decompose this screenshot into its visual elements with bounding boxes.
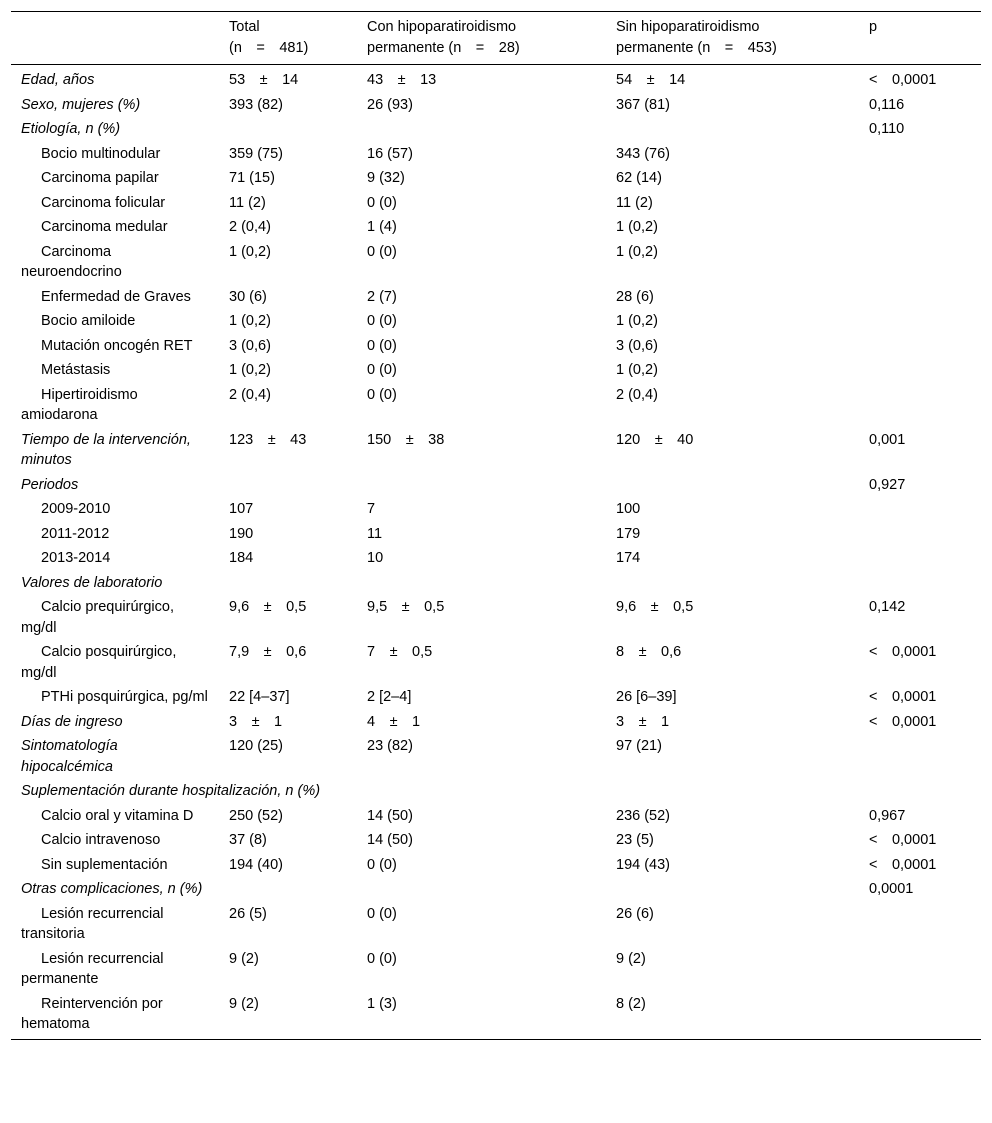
header-row bbox=[11, 12, 981, 65]
total-cell: 9,6 ± 0,5 bbox=[229, 599, 307, 615]
row-label: Carcinoma neuroendocrino bbox=[21, 243, 122, 280]
total-cell: 190 bbox=[229, 525, 254, 542]
total-cell: 194 (40) bbox=[229, 856, 284, 873]
row-label: Metástasis bbox=[41, 362, 111, 378]
row-label: Tiempo de la intervención, minutos bbox=[21, 431, 195, 468]
with-hypopara-cell: 0 (0) bbox=[367, 337, 397, 354]
without-hypopara-cell: 2 (0,4) bbox=[616, 386, 658, 403]
p-value-cell: 0,967 bbox=[869, 807, 906, 824]
table-row bbox=[11, 497, 981, 522]
total-cell: 2 (0,4) bbox=[229, 219, 271, 235]
row-label: Calcio intravenoso bbox=[41, 832, 161, 848]
with-hypopara-cell: 10 bbox=[367, 550, 384, 566]
without-hypopara-cell bbox=[606, 473, 859, 498]
table-row bbox=[11, 779, 981, 804]
without-hypopara-cell: 343 (76) bbox=[616, 145, 671, 162]
with-hypopara-cell: 0 (0) bbox=[367, 313, 397, 329]
total-cell bbox=[219, 473, 357, 498]
total-cell: 393 (82) bbox=[229, 96, 284, 113]
table-row bbox=[11, 285, 981, 310]
total-cell: 7,9 ± 0,6 bbox=[229, 644, 307, 660]
table-row bbox=[11, 571, 981, 596]
with-hypopara-cell: 4 ± 1 bbox=[367, 713, 421, 730]
without-hypopara-cell: 26 (6) bbox=[616, 905, 654, 922]
row-label: Bocio multinodular bbox=[41, 145, 161, 162]
with-hypopara-cell: 0 (0) bbox=[367, 856, 397, 873]
with-hypopara-cell: 9,5 ± 0,5 bbox=[367, 599, 445, 615]
header-p-value: p bbox=[859, 12, 981, 65]
table-row bbox=[11, 334, 981, 359]
total-cell: 9 (2) bbox=[229, 995, 259, 1012]
row-label: Calcio oral y vitamina D bbox=[41, 807, 194, 824]
total-cell: 9 (2) bbox=[229, 950, 259, 967]
p-value-cell bbox=[859, 309, 981, 334]
without-hypopara-cell: 23 (5) bbox=[616, 832, 654, 848]
table-row bbox=[11, 877, 981, 902]
total-cell: 2 (0,4) bbox=[229, 386, 271, 403]
total-cell: 22 [4–37] bbox=[229, 689, 290, 705]
p-value-cell: 0,142 bbox=[869, 599, 906, 615]
without-hypopara-cell: 367 (81) bbox=[616, 96, 671, 113]
without-hypopara-cell: 26 [6–39] bbox=[616, 689, 677, 705]
p-value-cell: < 0,0001 bbox=[869, 689, 937, 705]
total-cell bbox=[219, 117, 357, 142]
p-value-cell bbox=[859, 497, 981, 522]
row-label: Carcinoma medular bbox=[41, 219, 168, 235]
without-hypopara-cell bbox=[606, 877, 859, 902]
p-value-cell: 0,0001 bbox=[869, 881, 914, 897]
without-hypopara-cell: 179 bbox=[616, 525, 641, 542]
with-hypopara-cell: 14 (50) bbox=[367, 807, 413, 824]
without-hypopara-cell: 100 bbox=[616, 501, 641, 517]
section-label: Suplementación durante hospitalización, n (%) bbox=[21, 783, 321, 799]
with-hypopara-cell: 7 bbox=[367, 501, 376, 517]
section-label: Valores de laboratorio bbox=[21, 574, 163, 591]
row-label: Carcinoma folicular bbox=[41, 194, 166, 211]
row-label: Hipertiroidismo amiodarona bbox=[21, 386, 142, 423]
with-hypopara-cell: 9 (32) bbox=[367, 170, 405, 186]
without-hypopara-cell: 3 (0,6) bbox=[616, 337, 658, 354]
table-row bbox=[11, 685, 981, 710]
total-cell: 250 (52) bbox=[229, 807, 284, 824]
without-hypopara-cell: 194 (43) bbox=[616, 856, 671, 873]
without-hypopara-cell: 54 ± 14 bbox=[616, 72, 686, 88]
table-row bbox=[11, 522, 981, 547]
row-label: 2013-2014 bbox=[41, 550, 111, 566]
table-row bbox=[11, 853, 981, 878]
row-label: Días de ingreso bbox=[21, 713, 123, 730]
table-row bbox=[11, 734, 981, 779]
p-value-cell bbox=[859, 166, 981, 191]
row-label: 2009-2010 bbox=[41, 501, 111, 517]
p-value-cell: 0,110 bbox=[869, 121, 905, 137]
table-header bbox=[11, 12, 981, 65]
p-value-cell: < 0,0001 bbox=[869, 856, 937, 873]
with-hypopara-cell: 0 (0) bbox=[367, 243, 397, 260]
row-label: Carcinoma papilar bbox=[41, 170, 159, 186]
p-value-cell bbox=[859, 522, 981, 547]
with-hypopara-cell: 0 (0) bbox=[367, 386, 397, 403]
row-label: PTHi posquirúrgica, pg/ml bbox=[41, 689, 208, 705]
p-value-cell bbox=[859, 383, 981, 428]
without-hypopara-cell: 62 (14) bbox=[616, 170, 662, 186]
total-cell: 71 (15) bbox=[229, 170, 275, 186]
total-cell: 1 (0,2) bbox=[229, 362, 271, 378]
without-hypopara-cell: 9,6 ± 0,5 bbox=[616, 599, 694, 615]
row-label: Calcio posquirúrgico, mg/dl bbox=[21, 644, 181, 681]
without-hypopara-cell: 9 (2) bbox=[616, 950, 646, 967]
total-cell: 11 (2) bbox=[229, 194, 266, 211]
table-row bbox=[11, 191, 981, 216]
p-value-cell: 0,116 bbox=[869, 96, 905, 113]
with-hypopara-cell: 1 (3) bbox=[367, 995, 397, 1012]
with-hypopara-cell: 2 [2–4] bbox=[367, 689, 412, 705]
with-hypopara-cell: 43 ± 13 bbox=[367, 72, 437, 88]
without-hypopara-cell: 1 (0,2) bbox=[616, 362, 658, 378]
table-row bbox=[11, 804, 981, 829]
total-cell: 37 (8) bbox=[229, 832, 267, 848]
table-body bbox=[11, 65, 981, 1040]
with-hypopara-cell: 0 (0) bbox=[367, 905, 397, 922]
row-label: 2011-2012 bbox=[41, 525, 110, 542]
total-cell: 1 (0,2) bbox=[229, 313, 271, 329]
with-hypopara-cell: 16 (57) bbox=[367, 145, 413, 162]
row-label: Edad, años bbox=[21, 72, 95, 88]
total-cell: 3 (0,6) bbox=[229, 337, 271, 354]
table-row bbox=[11, 65, 981, 93]
with-hypopara-cell: 1 (4) bbox=[367, 219, 397, 235]
header-with-hypoparathyroidism: Con hipoparatiroidismo permanente (n = 28) bbox=[357, 12, 606, 65]
comparison-table bbox=[11, 11, 981, 1040]
table-row bbox=[11, 358, 981, 383]
with-hypopara-cell bbox=[357, 473, 606, 498]
total-cell: 26 (5) bbox=[229, 905, 267, 922]
table-row bbox=[11, 309, 981, 334]
row-label: Calcio prequirúrgico, mg/dl bbox=[21, 599, 179, 636]
p-value-cell bbox=[859, 947, 981, 992]
total-cell: 120 (25) bbox=[229, 738, 284, 754]
table-row bbox=[11, 710, 981, 735]
table-row bbox=[11, 473, 981, 498]
with-hypopara-cell bbox=[357, 877, 606, 902]
p-value-cell bbox=[859, 734, 981, 779]
without-hypopara-cell: 1 (0,2) bbox=[616, 219, 658, 235]
row-label: Lesión recurrencial permanente bbox=[21, 950, 168, 987]
p-value-cell bbox=[859, 240, 981, 285]
table-row bbox=[11, 595, 981, 640]
table-row bbox=[11, 947, 981, 992]
table-row bbox=[11, 215, 981, 240]
table-row bbox=[11, 93, 981, 118]
table-row bbox=[11, 142, 981, 167]
total-cell: 3 ± 1 bbox=[229, 713, 283, 730]
table-row bbox=[11, 240, 981, 285]
with-hypopara-cell: 23 (82) bbox=[367, 738, 413, 754]
with-hypopara-cell: 11 bbox=[367, 525, 383, 542]
p-value-cell: < 0,0001 bbox=[869, 72, 937, 88]
row-label: Etiología, n (%) bbox=[21, 121, 121, 137]
with-hypopara-cell: 150 ± 38 bbox=[367, 431, 445, 448]
row-label: Otras complicaciones, n (%) bbox=[21, 881, 203, 897]
p-value-cell: < 0,0001 bbox=[869, 713, 937, 730]
table-row bbox=[11, 640, 981, 685]
without-hypopara-cell: 1 (0,2) bbox=[616, 313, 658, 329]
with-hypopara-cell: 14 (50) bbox=[367, 832, 413, 848]
p-value-cell: < 0,0001 bbox=[869, 832, 937, 848]
p-value-cell: 0,001 bbox=[869, 431, 906, 448]
total-cell: 123 ± 43 bbox=[229, 431, 307, 448]
row-label: Enfermedad de Graves bbox=[41, 288, 191, 305]
total-cell: 30 (6) bbox=[229, 288, 267, 305]
p-value-cell bbox=[859, 992, 981, 1040]
header-variable bbox=[11, 12, 219, 65]
without-hypopara-cell: 8 ± 0,6 bbox=[616, 644, 682, 660]
row-label: Periodos bbox=[21, 476, 79, 493]
p-value-cell bbox=[859, 215, 981, 240]
without-hypopara-cell: 236 (52) bbox=[616, 807, 671, 824]
table-row bbox=[11, 428, 981, 473]
without-hypopara-cell: 1 (0,2) bbox=[616, 243, 658, 260]
with-hypopara-cell: 0 (0) bbox=[367, 194, 397, 211]
header-without-hypoparathyroidism: Sin hipoparatiroidismo permanente (n = 453) bbox=[606, 12, 859, 65]
table-row bbox=[11, 546, 981, 571]
table-row bbox=[11, 117, 981, 142]
without-hypopara-cell: 3 ± 1 bbox=[616, 713, 670, 730]
p-value-cell bbox=[859, 191, 981, 216]
total-cell: 1 (0,2) bbox=[229, 243, 271, 260]
p-value-cell bbox=[859, 546, 981, 571]
row-label: Mutación oncogén RET bbox=[41, 337, 193, 354]
without-hypopara-cell: 11 (2) bbox=[616, 194, 653, 211]
without-hypopara-cell: 120 ± 40 bbox=[616, 431, 694, 448]
with-hypopara-cell: 2 (7) bbox=[367, 288, 397, 305]
p-value-cell: 0,927 bbox=[869, 476, 906, 493]
table-row bbox=[11, 166, 981, 191]
row-label: Sintomatología hipocalcémica bbox=[21, 738, 122, 775]
with-hypopara-cell: 0 (0) bbox=[367, 950, 397, 967]
total-cell bbox=[219, 877, 357, 902]
header-total: Total (n = 481) bbox=[219, 12, 357, 65]
table-row bbox=[11, 828, 981, 853]
total-cell: 359 (75) bbox=[229, 145, 284, 162]
without-hypopara-cell: 28 (6) bbox=[616, 288, 654, 305]
p-value-cell bbox=[859, 358, 981, 383]
total-cell: 53 ± 14 bbox=[229, 72, 299, 88]
with-hypopara-cell: 26 (93) bbox=[367, 96, 413, 113]
total-cell: 184 bbox=[229, 550, 254, 566]
without-hypopara-cell bbox=[606, 117, 859, 142]
without-hypopara-cell: 174 bbox=[616, 550, 641, 566]
p-value-cell bbox=[859, 334, 981, 359]
row-label: Sexo, mujeres (%) bbox=[21, 96, 141, 113]
p-value-cell bbox=[859, 142, 981, 167]
row-label: Bocio amiloide bbox=[41, 313, 136, 329]
with-hypopara-cell: 0 (0) bbox=[367, 362, 397, 378]
without-hypopara-cell: 8 (2) bbox=[616, 995, 646, 1012]
with-hypopara-cell: 7 ± 0,5 bbox=[367, 644, 433, 660]
row-label: Lesión recurrencial transitoria bbox=[21, 905, 168, 942]
table-row bbox=[11, 383, 981, 428]
with-hypopara-cell bbox=[357, 117, 606, 142]
table-row bbox=[11, 902, 981, 947]
p-value-cell bbox=[859, 902, 981, 947]
without-hypopara-cell: 97 (21) bbox=[616, 738, 662, 754]
row-label: Reintervención por hematoma bbox=[21, 995, 167, 1032]
p-value-cell bbox=[859, 285, 981, 310]
total-cell: 107 bbox=[229, 501, 254, 517]
row-label: Sin suplementación bbox=[41, 856, 168, 873]
p-value-cell: < 0,0001 bbox=[869, 644, 937, 660]
table-row bbox=[11, 992, 981, 1040]
